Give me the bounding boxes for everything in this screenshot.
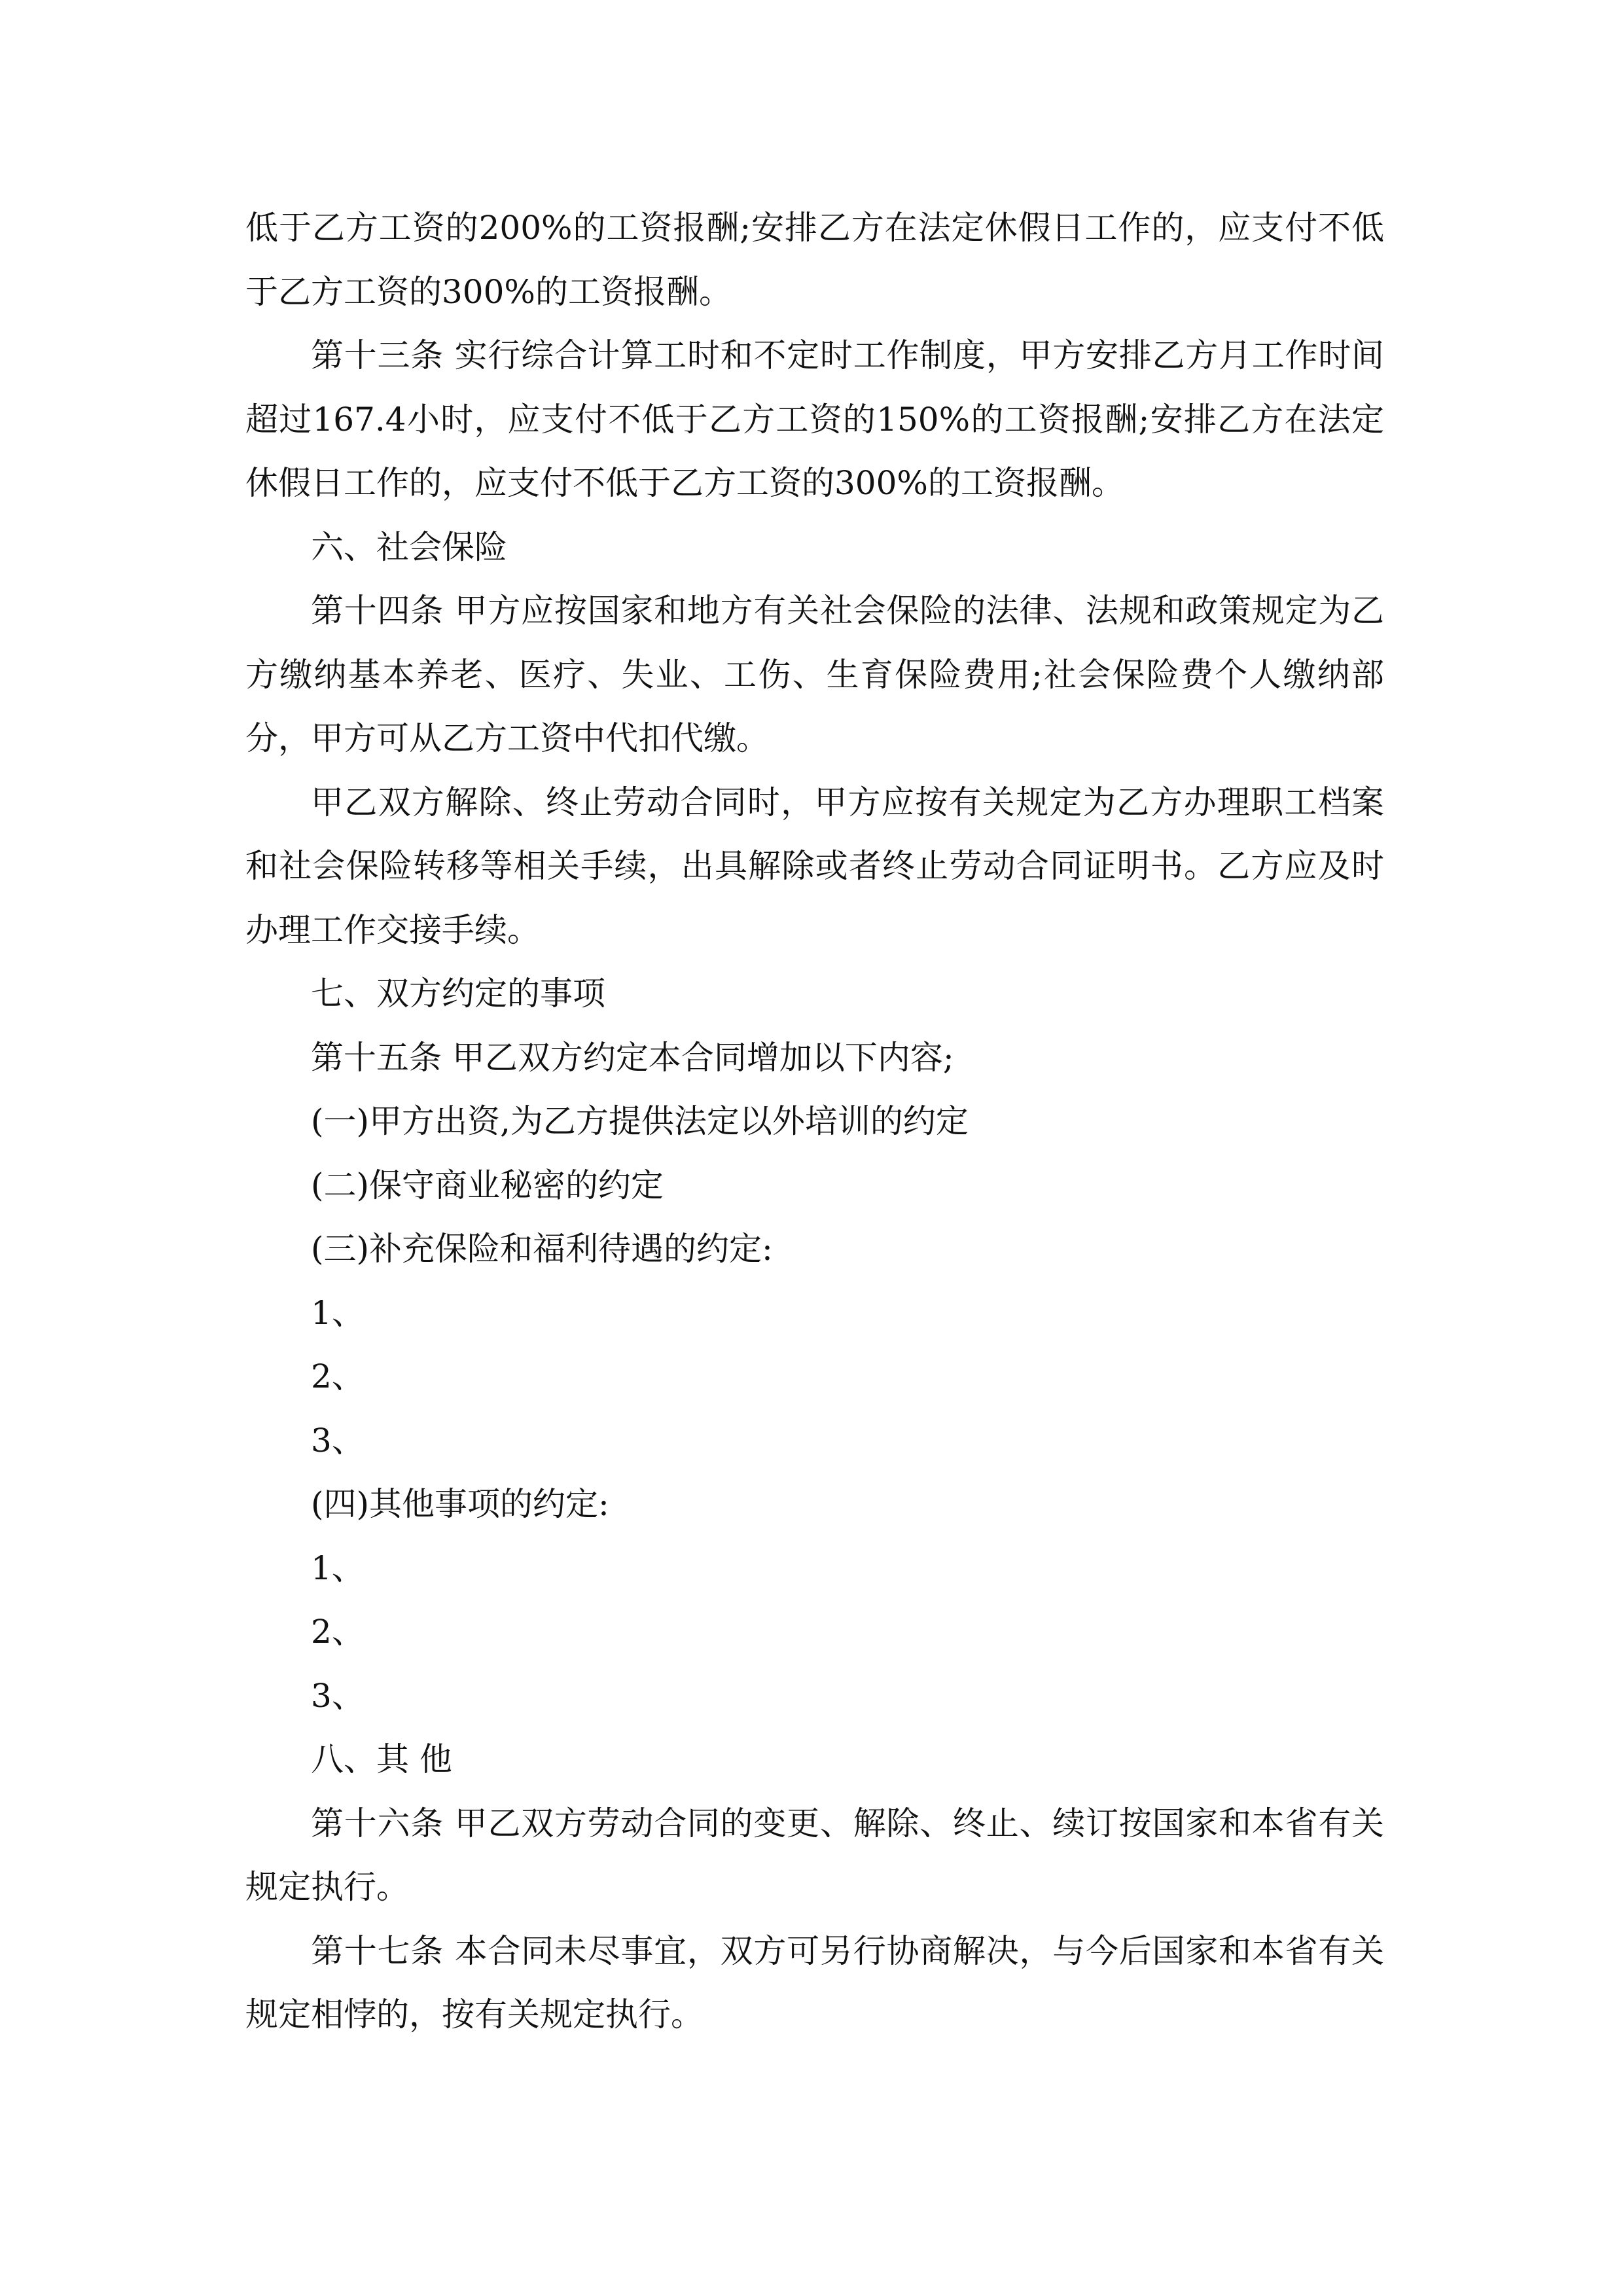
paragraph-article-13: 第十三条 实行综合计算工时和不定时工作制度，甲方安排乙方月工作时间超过167.4小时，应支付不低于乙方工资的150%的工资报酬;安排乙方在法定休假日工作的，应支付不低于乙方工资的300%的工资报酬。	[245, 336, 1384, 502]
blank-item-1: 1、	[311, 1293, 365, 1332]
list-item-trade-secrets: (二)保守商业秘密的约定	[311, 1166, 664, 1204]
section-heading-social-insurance: 六、社会保险	[311, 528, 507, 566]
paragraph-article-15: 第十五条 甲乙双方约定本合同增加以下内容;	[311, 1038, 954, 1077]
list-item-other-matters: (四)其他事项的约定:	[311, 1485, 609, 1523]
paragraph-article-16: 第十六条 甲乙双方劳动合同的变更、解除、终止、续订按国家和本省有关规定执行。	[245, 1804, 1384, 1906]
list-item-supplementary-insurance: (三)补充保险和福利待遇的约定:	[311, 1230, 773, 1268]
paragraph-contract-termination: 甲乙双方解除、终止劳动合同时，甲方应按有关规定为乙方办理职工档案和社会保险转移等相关手续，出具解除或者终止劳动合同证明书。乙方应及时办理工作交接手续。	[245, 783, 1384, 949]
blank-item-6: 3、	[311, 1676, 365, 1715]
paragraph-overtime-continued: 低于乙方工资的200%的工资报酬;安排乙方在法定休假日工作的，应支付不低于乙方工资的300%的工资报酬。	[245, 209, 1384, 311]
paragraph-article-17: 第十七条 本合同未尽事宜，双方可另行协商解决，与今后国家和本省有关规定相悖的，按有关规定执行。	[245, 1931, 1384, 2034]
list-item-training: (一)甲方出资,为乙方提供法定以外培训的约定	[311, 1102, 969, 1140]
section-heading-other: 八、其 他	[311, 1740, 452, 1778]
blank-item-4: 1、	[311, 1549, 365, 1587]
paragraph-article-14: 第十四条 甲方应按国家和地方有关社会保险的法律、法规和政策规定为乙方缴纳基本养老、医疗、失业、工伤、生育保险费用;社会保险费个人缴纳部分，甲方可从乙方工资中代扣代缴。	[245, 592, 1384, 757]
blank-item-3: 3、	[311, 1421, 365, 1460]
document-body	[245, 196, 1384, 2047]
blank-item-5: 2、	[311, 1613, 365, 1651]
section-heading-agreed-matters: 七、双方约定的事项	[311, 975, 605, 1013]
blank-item-2: 2、	[311, 1357, 365, 1395]
